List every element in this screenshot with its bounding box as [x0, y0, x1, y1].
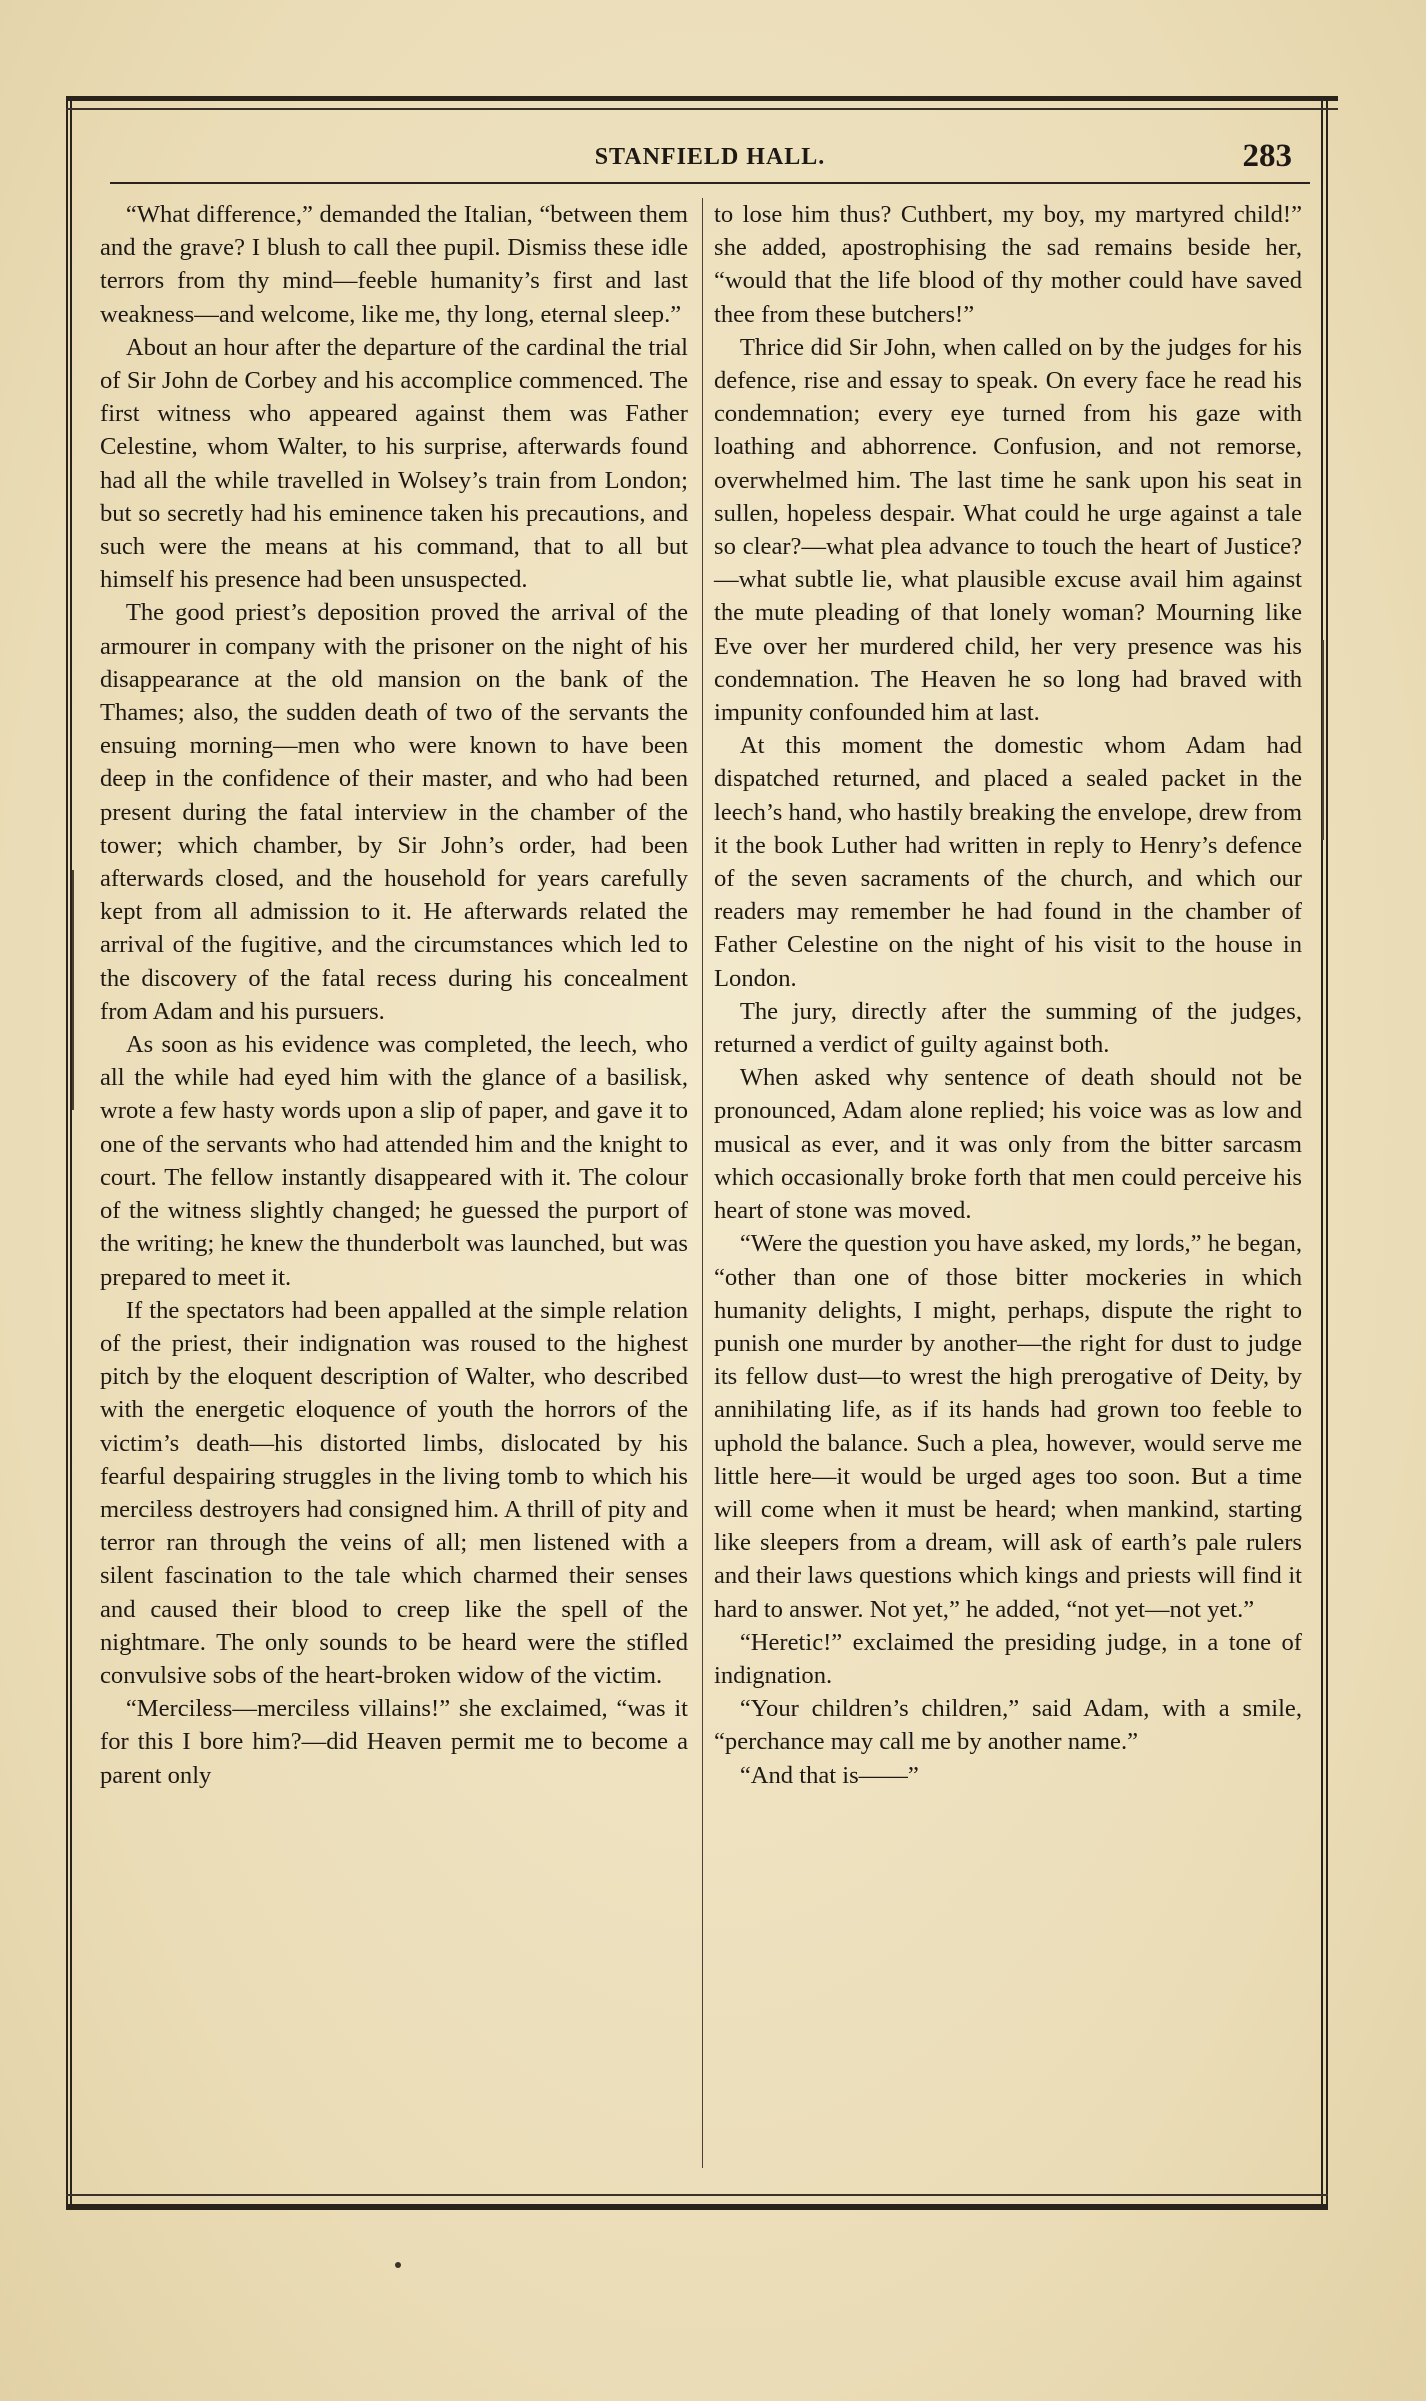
paragraph: If the spectators had been appalled at the simple relation of the priest, their indignation was roused to the highest pitch by the eloquent description of Walter, who described with the energetic eloquence of youth the horrors of the victim’s death—his distorted limbs, dislocated by his fearful despairing struggles in the living tomb to which his merciless destroyers had consigned him. A thrill of pity and terror ran through the veins of all; men listened with a silent fascination to the tale which charmed their senses and caused their blood to creep like the spell of the nightmare. The only sounds to be heard were the stifled convulsive sobs of the heart-broken widow of the victim.	[100, 1296, 688, 1689]
paragraph: “What difference,” demanded the Italian, “between them and the grave? I blush to call thee pupil. Dismiss these idle terrors from thy mind—feeble humanity’s first and last weakness—and welcome, like me, thy long, eternal sleep.”	[100, 201, 688, 328]
paragraph: “Your children’s children,” said Adam, with a smile, “perchance may call me by another name.”	[714, 1695, 1302, 1756]
column-divider	[702, 198, 703, 2168]
left-column	[100, 198, 688, 1792]
header-rule	[110, 182, 1310, 184]
paragraph: “And that is——”	[739, 1761, 919, 1789]
right-column	[714, 198, 1302, 1792]
top-border-rule	[66, 96, 1338, 110]
paragraph: “Merciless—merciless villains!” she exclaimed, “was it for this I bore him?—did Heaven permit me to become a parent only	[100, 1695, 688, 1789]
paragraph: When asked why sentence of death should not be pronounced, Adam alone replied; his voice was as low and musical as ever, and it was only from the bitter sarcasm which occasionally broke forth that men could perceive his heart of stone was moved.	[714, 1064, 1302, 1225]
page-number: 283	[1242, 138, 1292, 174]
ink-spot	[395, 2262, 401, 2268]
paragraph: At this moment the domestic whom Adam had dispatched returned, and placed a sealed packet in the leech’s hand, who hastily breaking the envelope, drew from it the book Luther had written in reply to Henry’s defence of the seven sacraments of the church, and which our readers may remember he had found in the chamber of Father Celestine on the night of his visit to the house in London.	[714, 732, 1302, 992]
margin-mark	[72, 870, 74, 1110]
bottom-border-rule	[66, 2194, 1328, 2210]
margin-mark	[1322, 640, 1324, 840]
running-title: STANFIELD HALL.	[594, 144, 826, 170]
paragraph: “Heretic!” exclaimed the presiding judge, in a tone of indignation.	[714, 1628, 1302, 1689]
paragraph: The good priest’s deposition proved the arrival of the armourer in company with the prisoner on the night of his disappearance at the old mansion on the bank of the Thames; also, the sudden death of two of the servants the ensuing morning—men who were known to have been deep in the confidence of their master, and who had been present during the fatal interview in the chamber of the tower; which chamber, by Sir John’s order, had been afterwards closed, and the household for years carefully kept from all admission to it. He afterwards related the arrival of the fugitive, and the circumstances which led to the discovery of the fatal recess during his concealment from Adam and his pursuers.	[100, 599, 688, 1025]
running-head	[110, 138, 1310, 178]
paragraph: About an hour after the departure of the cardinal the trial of Sir John de Corbey and his accomplice commenced. The first witness who appeared against them was Father Celestine, whom Walter, to his surprise, afterwards found had all the while travelled in Wolsey’s train from London; but so secretly had his eminence taken his precautions, and such were the means at his command, that to all but himself his presence had been unsuspected.	[100, 333, 688, 594]
paragraph: to lose him thus? Cuthbert, my boy, my martyred child!” she added, apostrophising the sad remains beside her, “would that the life blood of thy mother could have saved thee from these butchers!”	[714, 201, 1302, 328]
paragraph: “Were the question you have asked, my lords,” he began, “other than one of those bitter mockeries in which humanity delights, I might, perhaps, dispute the right to punish one murder by another—the right for dust to judge its fellow dust—to wrest the high prerogative of Deity, by annihilating life, as if its hands had grown too feeble to uphold the balance. Such a plea, however, would serve me little here—it would be urged ages too soon. But a time will come when it must be heard; when mankind, starting like sleepers from a dream, will ask of earth’s pale rulers and their laws questions which kings and priests will find it hard to answer. Not yet,” he added, “not yet—not yet.”	[714, 1230, 1302, 1623]
paragraph: As soon as his evidence was completed, the leech, who all the while had eyed him with the glance of a basilisk, wrote a few hasty words upon a slip of paper, and gave it to one of the servants who had attended him and the knight to court. The fellow instantly disappeared with it. The colour of the witness slightly changed; he guessed the purport of the writing; he knew the thunderbolt was launched, but was prepared to meet it.	[100, 1031, 688, 1291]
paragraph: The jury, directly after the summing of the judges, returned a verdict of guilty against both.	[714, 997, 1302, 1059]
paragraph: Thrice did Sir John, when called on by the judges for his defence, rise and essay to speak. On every face he read his condemnation; every eye turned from his gaze with loathing and abhorrence. Confusion, and not remorse, overwhelmed him. The last time he sank upon his seat in sullen, hopeless despair. What could he urge against a tale so clear?—what plea advance to touch the heart of Justice?—what subtle lie, what plausible excuse avail him against the mute pleading of that lonely woman? Mourning like Eve over her murdered child, her very presence was his condemnation. The Heaven he so long had braved with impunity confounded him at last.	[714, 333, 1302, 727]
